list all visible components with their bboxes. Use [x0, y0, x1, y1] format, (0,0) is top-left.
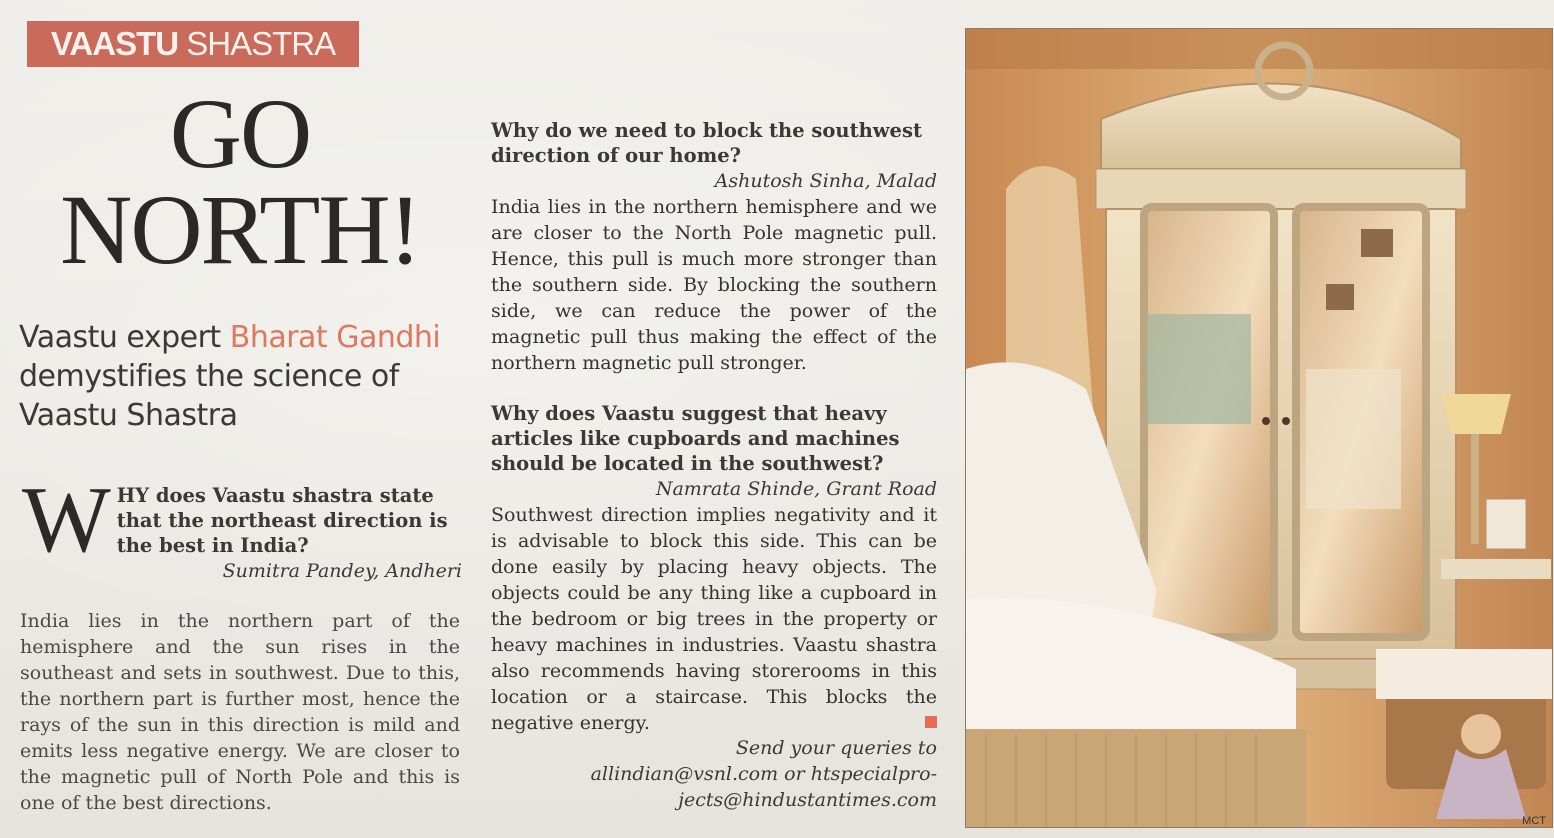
headline-line2: NORTH! — [60, 174, 420, 285]
answer-2: India lies in the northern hemisphere and we are closer to the North Pole magnetic pull. Hence, this pull is much more stronger than the southern side. By blocking the southern side, we can reduce the power of the magnetic pull thus making the effect of the northern magnetic pull stronger. — [491, 196, 937, 374]
question-2-text: Why do we need to block the southwest direction of our home? — [491, 119, 922, 167]
answer-3-text: Southwest direction implies negativity and it is advisable to block this side. This can be done easily by placing heavy objects. The objects could be any thing like a cupboard in the bedroom or big trees in the property or heavy machines in industries. Vaastu shastra also recommends having storerooms in this location or a staircase. This blocks the negative energy. — [491, 504, 937, 734]
answer-3 — [491, 502, 937, 736]
question-3 — [491, 401, 937, 736]
question-3-byline: Namrata Shinde, Grant Road — [655, 478, 937, 500]
expert-name: Bharat Gandhi — [229, 320, 441, 355]
headline-line1: GO — [169, 78, 311, 189]
question-1 — [22, 468, 462, 584]
section-tag-bold: VAASTU — [50, 25, 179, 62]
queries-line3: jects@hindustantimes.com — [678, 789, 937, 811]
section-tag-thin: SHASTRA — [186, 25, 336, 62]
photo-credit: MCT — [1522, 815, 1546, 827]
question-2 — [491, 118, 937, 376]
headline — [20, 78, 460, 285]
dek-post: demystifies the science of Vaastu Shastra — [19, 359, 399, 433]
question-3-text: Why does Vaastu suggest that heavy articles like cupboards and machines should be located in the southwest? — [491, 402, 900, 475]
question-1-byline: Sumitra Pandey, Andheri — [222, 560, 462, 582]
subheadline — [19, 318, 479, 435]
dek-pre: Vaastu expert — [19, 320, 221, 355]
bedroom-photo — [965, 28, 1553, 828]
queries-contact — [491, 735, 937, 813]
section-tag — [27, 21, 359, 67]
answer-1: India lies in the northern part of the hemisphere and the sun rises in the southeast and sets in southwest. Due to this, the northern part is further most, hence the rays of the sun in this direction is mild and emits less negative energy. We are closer to the magnetic pull of North Pole and this is one of the best directions. — [20, 610, 460, 814]
end-mark-icon — [925, 716, 937, 728]
question-1-text: HY does Vaastu shastra state that the northeast direction is the best in India? — [116, 484, 448, 557]
bedroom-illustration — [966, 29, 1552, 827]
queries-line1: Send your queries to — [735, 737, 937, 759]
question-2-byline: Ashutosh Sinha, Malad — [714, 170, 937, 192]
queries-line2: allindian@vsnl.com or htspecialpro- — [590, 763, 937, 785]
dropcap: W — [22, 468, 111, 572]
